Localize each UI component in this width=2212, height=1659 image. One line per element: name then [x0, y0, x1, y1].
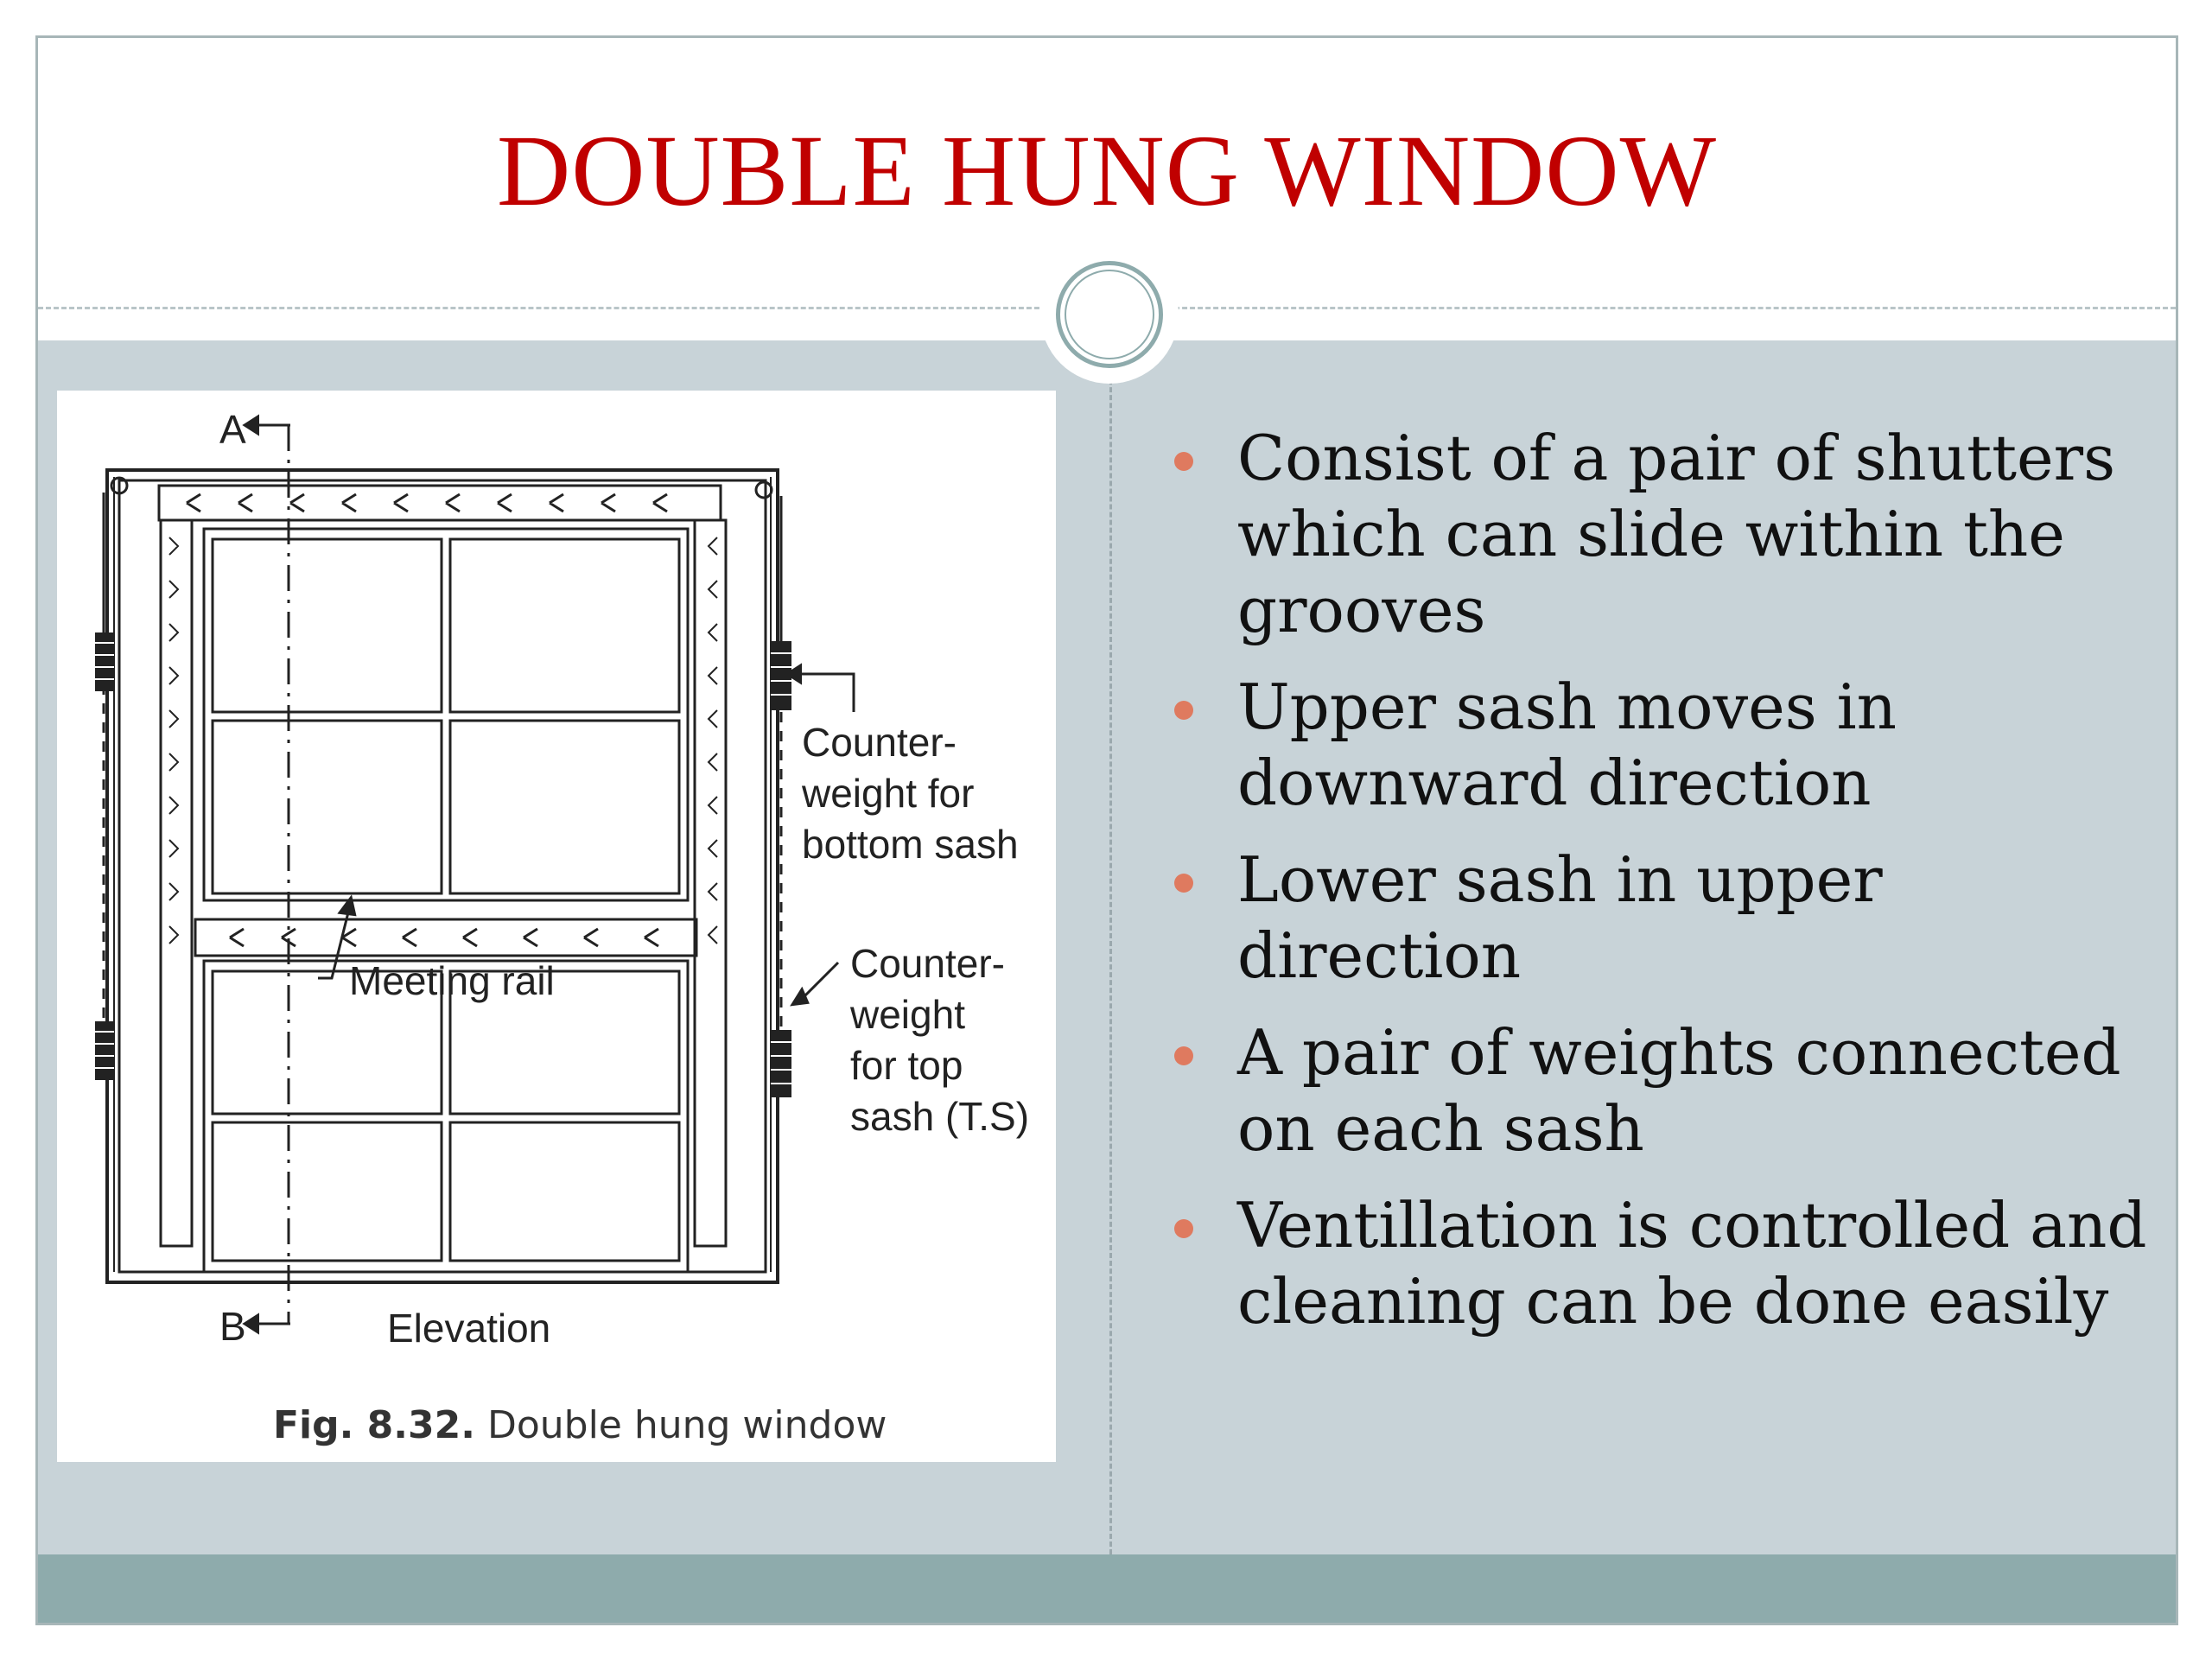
slide-title: DOUBLE HUNG WINDOW [497, 114, 1717, 227]
bullet-list [1161, 420, 2178, 1360]
figure-number: Fig. 8.32. [273, 1403, 475, 1447]
label-counterweight-bottom: Counter- weight for bottom sash [802, 720, 1019, 867]
window-elevation-drawing [57, 391, 1056, 1462]
circle-ornament-icon [1040, 245, 1179, 384]
label-meeting-rail: Meeting rail [349, 958, 555, 1003]
figure-caption-text: Double hung window [486, 1403, 887, 1447]
bullet-dot-icon [1174, 452, 1193, 471]
slide [35, 35, 2178, 1625]
bullet-item: Upper sash moves in downward direction [1161, 669, 2178, 821]
bullet-item: Ventillation is controlled and cleaning can be done easily [1161, 1187, 2178, 1339]
bullet-dot-icon [1174, 874, 1193, 893]
bottom-band [38, 1554, 2176, 1625]
bullet-item: Consist of a pair of shutters which can slide within the grooves [1161, 420, 2178, 648]
section-label-a: A [219, 407, 246, 452]
label-counterweight-top: Counter- weight for top sash (T.S) [850, 941, 1030, 1139]
window-diagram [57, 391, 1056, 1462]
figure-caption [273, 1403, 887, 1447]
label-elevation: Elevation [387, 1306, 551, 1351]
section-label-b: B [219, 1304, 246, 1349]
bullet-dot-icon [1174, 1046, 1193, 1065]
bullet-dot-icon [1174, 1219, 1193, 1238]
column-divider [1109, 340, 1112, 1554]
bullet-item: Lower sash in upper direction [1161, 842, 2178, 994]
bullet-item: A pair of weights connected on each sash [1161, 1014, 2178, 1166]
bullet-dot-icon [1174, 701, 1193, 720]
